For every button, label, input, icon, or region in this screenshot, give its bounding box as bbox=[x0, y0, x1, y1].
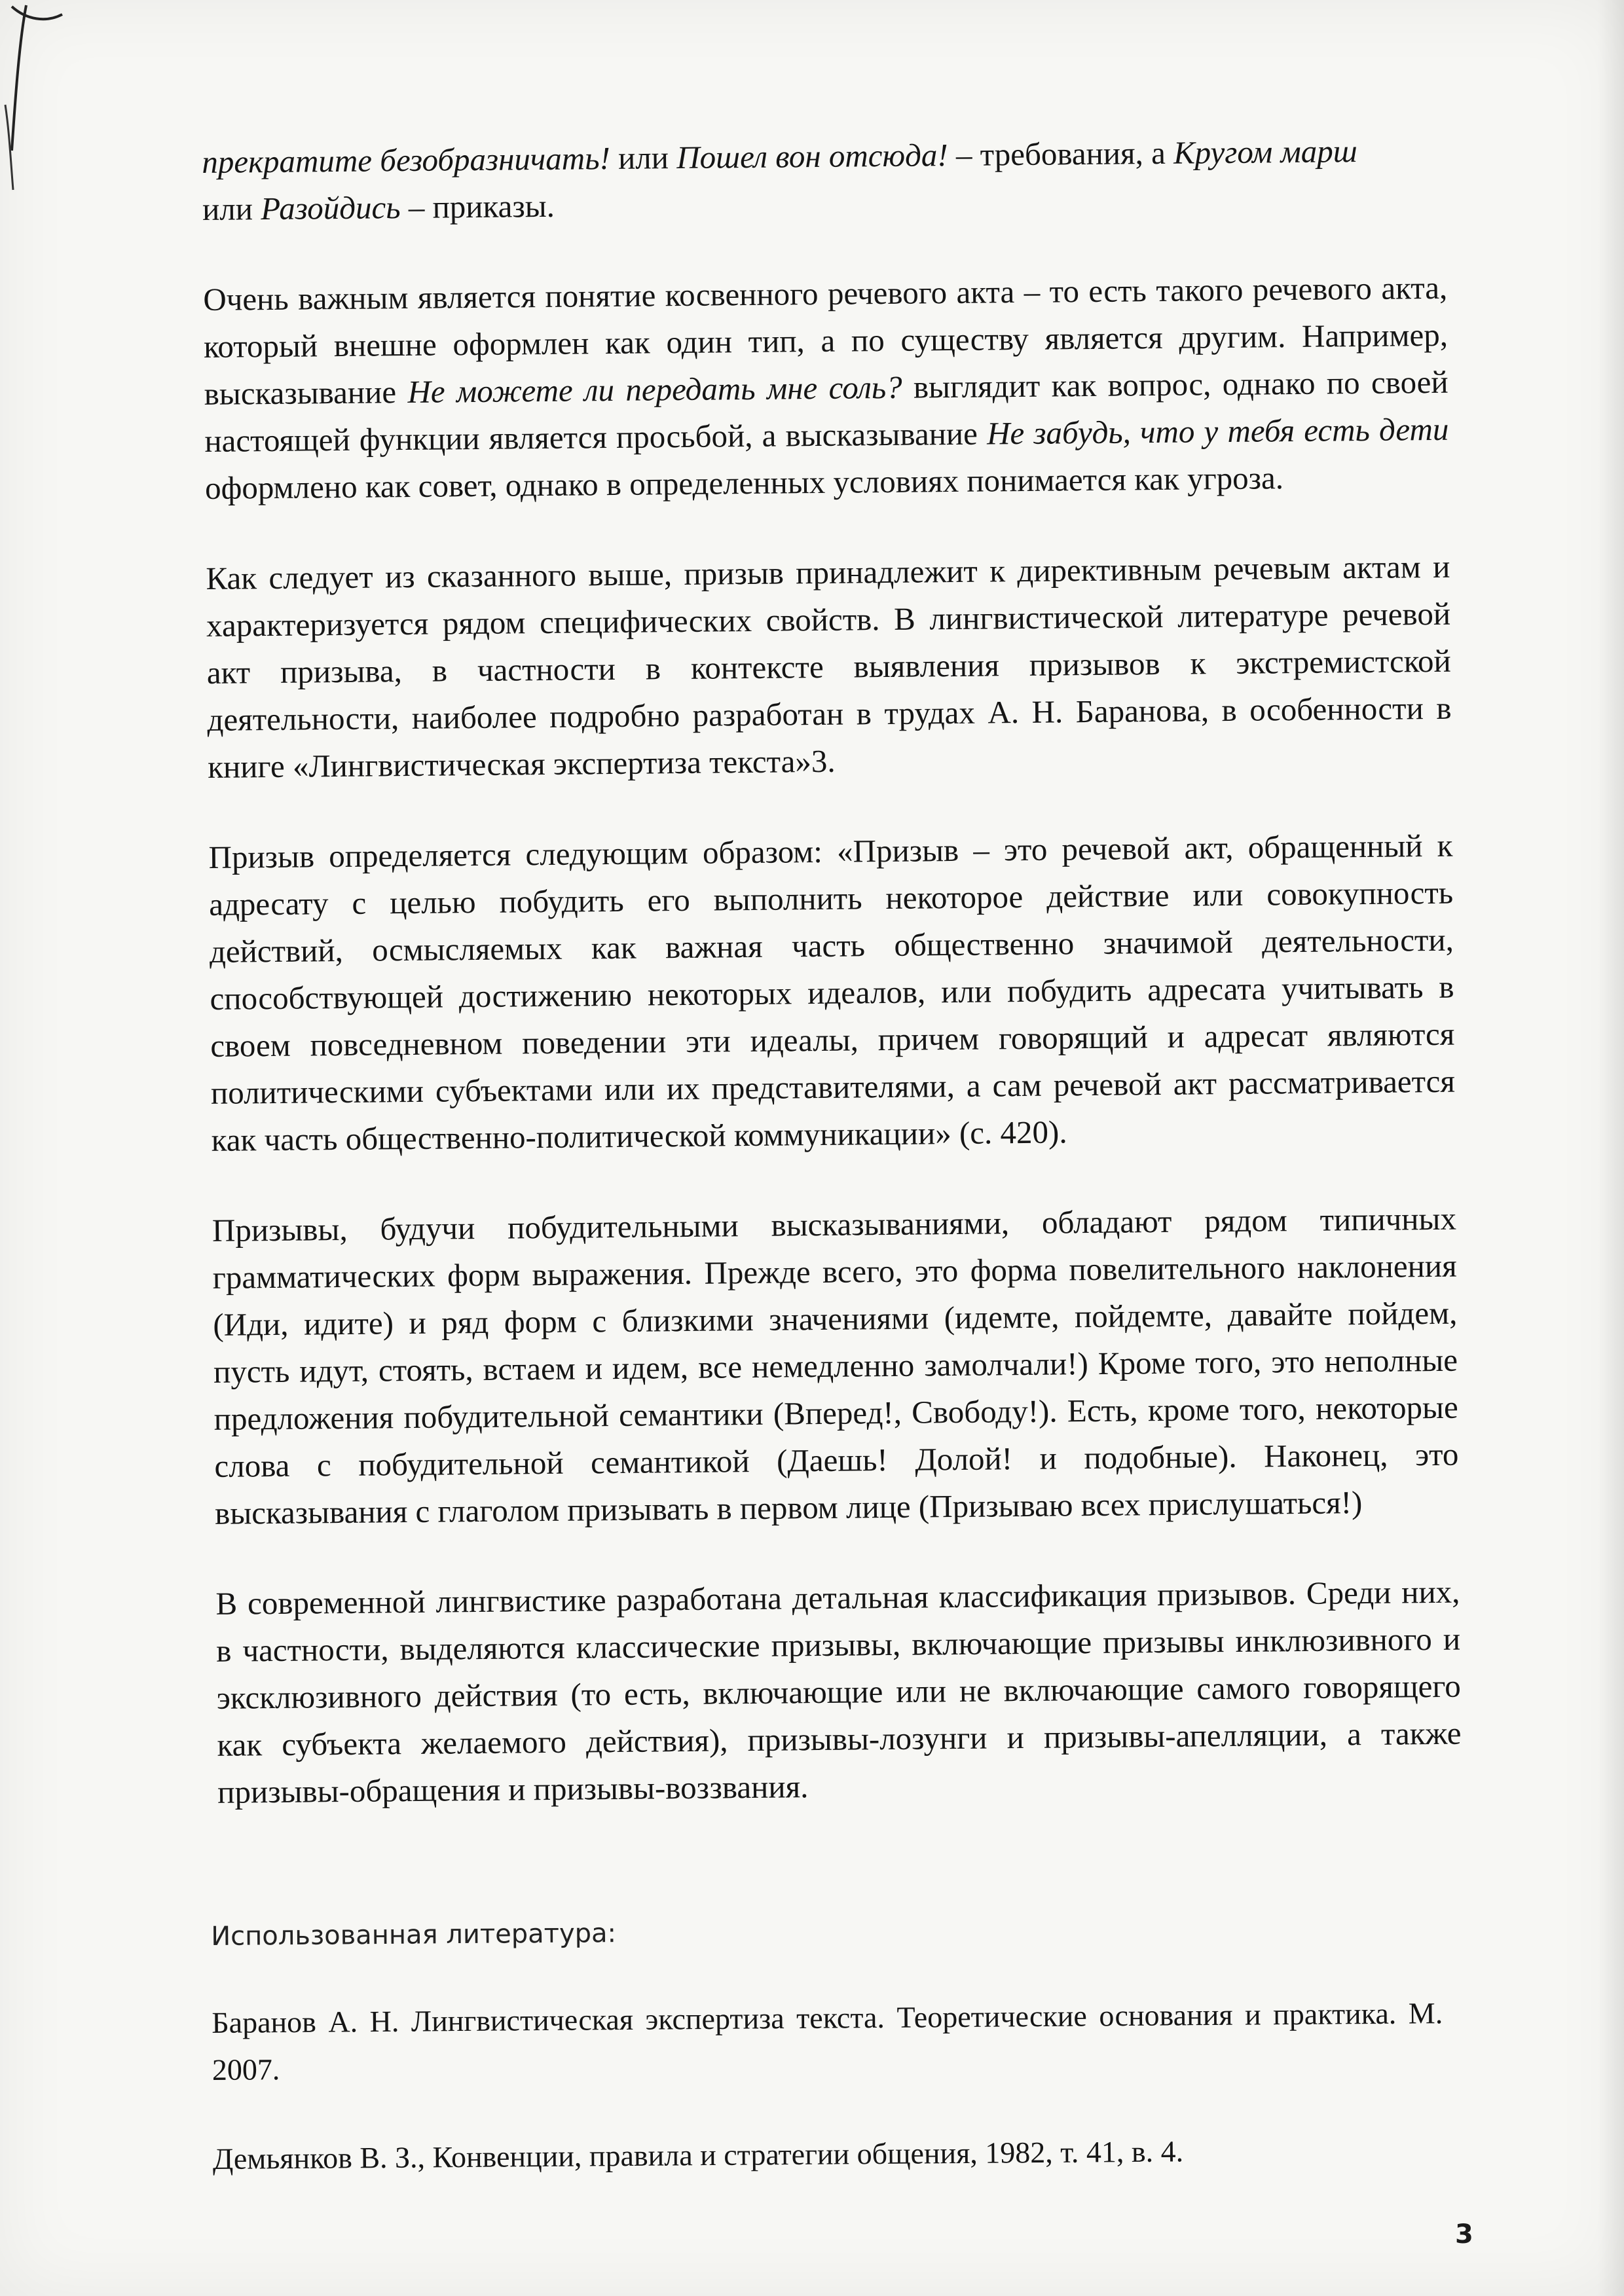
reference-item: Баранов А. Н. Лингвистическая экспертиза текста. Теоретические основания и практика. М. 2007. bbox=[212, 1996, 1443, 2086]
body-text bbox=[202, 127, 1462, 1859]
page-edge-shadow bbox=[1598, 0, 1624, 2296]
text-span: оформлено как совет, однако в определенных условиях понимается как угроза. bbox=[204, 460, 1284, 506]
paragraph-6: В современной лингвистике разработана детальная классификация призывов. Среди них, в частности, выделяются классические призывы, включающие призывы инклюзивного и эксклюзивного действия (то есть, включающие или не включающие самого говорящего как субъекта желаемого действия), призывы-лозунги и призывы-апелляции, а также призывы-обращения и призывы-воззвания. bbox=[215, 1573, 1462, 1810]
reference-item: Демьянков В. З., Конвенции, правила и стратегии общения, 1982, т. 41, в. 4. bbox=[212, 2134, 1184, 2176]
references-heading: Использованная литература: bbox=[211, 1918, 617, 1952]
italic-example: Кругом марш bbox=[1173, 133, 1358, 171]
text-span: или bbox=[202, 191, 261, 227]
italic-example: Разойдись bbox=[260, 189, 401, 227]
italic-example: Пошел вон отсюда! bbox=[676, 137, 948, 176]
italic-example: Не можете ли передать мне соль? bbox=[407, 369, 902, 410]
paragraph-5: Призывы, будучи побудительными высказываниями, обладают рядом типичных грамматических форм выражения. Прежде всего, это форма повелительного наклонения (Иди, идите) и ряд форм с близкими значениями (идемте, пойдемте, давайте пойдем, пусть идут, стоять, встаем и идем, все немедленно замолчали!) Кроме того, это неполные предложения побудительной семантики (Вперед!, Свободу!). Есть, кроме того, некоторые слова с побудительной семантикой (Даешь! Долой! и подобные). Наконец, это высказывания с глаголом призывать в первом лице (Призываю всех прислушаться!) bbox=[212, 1200, 1459, 1531]
pen-mark bbox=[0, 0, 92, 196]
italic-example: прекратите безобразничать! bbox=[202, 140, 611, 180]
references-section bbox=[211, 1908, 1445, 2225]
paragraph-2 bbox=[203, 264, 1449, 512]
text-span: – приказы. bbox=[400, 187, 555, 226]
italic-example: Не забудь, что у тебя есть дети bbox=[986, 410, 1449, 452]
text-span: Очень важным является понятие косвенного речевого акта – то есть такого речевого акта, который внешне оформлен как один тип, а по существу является другим. Например, высказывание bbox=[203, 269, 1449, 412]
paragraph-4: Призыв определяется следующим образом: «Призыв – это речевой акт, обращенный к адресату с целью побудить его выполнить некоторое действие или совокупность действий, осмысляемых как важная часть общественно значимой деятельности, способствующей достижению некоторых идеалов, или побудить адресата учитывать в своем повседневном поведении эти идеалы, причем говорящий и адресат являются политическими субъектами или их представителями, а сам речевой акт рассматривается как часть общественно-политической коммуникации» (с. 420). bbox=[208, 827, 1456, 1158]
text-span: выглядит как вопрос, однако по своей настоящей функции является просьбой, а высказывание bbox=[204, 363, 1449, 459]
text-span: или bbox=[610, 139, 677, 177]
page-number: 3 bbox=[1455, 2219, 1473, 2250]
text-span: – требования, а bbox=[948, 134, 1174, 173]
paragraph-1 bbox=[202, 127, 1447, 233]
paragraph-3: Как следует из сказанного выше, призыв принадлежит к директивным речевым актам и характеризуется рядом специфических свойств. В лингвистической литературе речевой акт призыва, в частности в контексте выявления призывов к экстремистской деятельности, наиболее подробно разработан в трудах А. Н. Баранова, в особенности в книге «Лингвистическая экспертиза текста»3. bbox=[206, 548, 1452, 785]
